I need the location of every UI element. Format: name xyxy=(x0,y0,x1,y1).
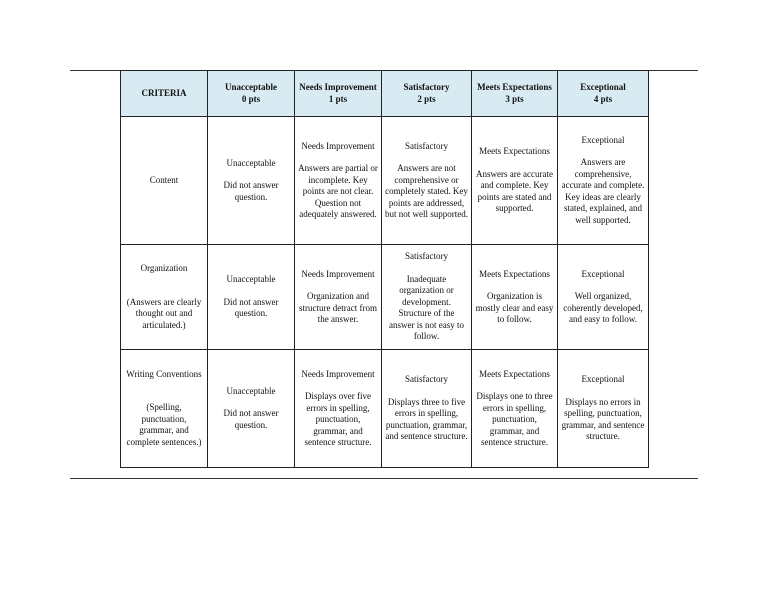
criterion-name: Writing Conventions xyxy=(126,368,202,379)
rubric-cell xyxy=(472,117,558,245)
level-points: 3 pts xyxy=(505,93,524,104)
cell-level: Needs Improvement xyxy=(301,268,375,279)
cell-level: Satisfactory xyxy=(405,374,448,385)
level-name: Needs Improvement xyxy=(299,82,377,92)
bottom-rule xyxy=(70,478,698,479)
rubric-cell xyxy=(208,245,295,350)
level-name: Exceptional xyxy=(580,82,626,92)
criterion-cell xyxy=(121,117,208,245)
cell-level: Exceptional xyxy=(581,374,625,385)
cell-description: Displays no errors in spelling, punctuation, grammar, and sentence structure. xyxy=(561,396,645,442)
level-header-exceptional xyxy=(558,71,649,117)
rubric-cell xyxy=(382,245,472,350)
rubric-cell xyxy=(558,350,649,468)
level-name: Meets Expectations xyxy=(477,82,552,92)
rubric-cell xyxy=(558,117,649,245)
level-header-satisfactory xyxy=(382,71,472,117)
cell-level: Meets Expectations xyxy=(479,146,550,157)
criterion-cell xyxy=(121,350,208,468)
criterion-note: (Spelling, punctuation, grammar, and complete sentences.) xyxy=(126,402,202,447)
cell-description: Answers are accurate and complete. Key points are stated and supported. xyxy=(476,168,553,214)
header-row xyxy=(121,71,649,117)
cell-description: Did not answer question. xyxy=(223,408,279,430)
cell-level: Needs Improvement xyxy=(301,140,375,151)
criteria-header xyxy=(121,71,208,117)
cell-level: Unacceptable xyxy=(226,274,276,285)
rubric-cell xyxy=(295,245,382,350)
cell-description: Displays over five errors in spelling, punctuation, grammar, and sentence structure. xyxy=(304,391,372,447)
rubric-cell xyxy=(295,117,382,245)
cell-description: Inadequate organization or development. Structure of the answer is not easy to follow. xyxy=(389,273,464,342)
cell-description: Answers are comprehensive, accurate and complete. Key ideas are clearly stated, explained, and well supported. xyxy=(561,157,645,225)
cell-level: Exceptional xyxy=(581,134,625,145)
rubric-cell xyxy=(382,117,472,245)
cell-level: Satisfactory xyxy=(405,251,448,262)
level-points: 1 pts xyxy=(328,93,348,104)
rubric-table xyxy=(120,70,649,468)
cell-level: Exceptional xyxy=(581,268,625,279)
criterion-name: Content xyxy=(149,174,179,185)
rubric-cell xyxy=(558,245,649,350)
cell-description: Answers are not comprehensive or completely stated. Key points are addressed, but not well supported. xyxy=(385,163,468,219)
cell-level: Meets Expectations xyxy=(479,268,550,279)
cell-level: Unacceptable xyxy=(226,157,276,168)
rubric-cell xyxy=(382,350,472,468)
criterion-name: Organization xyxy=(140,263,188,273)
cell-level: Meets Expectations xyxy=(479,368,550,379)
cell-description: Organization and structure detract from the answer. xyxy=(299,291,377,324)
criteria-header-label: CRITERIA xyxy=(141,87,187,98)
level-points: 4 pts xyxy=(593,93,613,104)
cell-level: Unacceptable xyxy=(226,385,276,396)
level-name: Unacceptable xyxy=(225,82,277,92)
cell-description: Well organized, coherently developed, and easy to follow. xyxy=(563,291,643,324)
rubric-cell xyxy=(295,350,382,468)
rubric-row-writing-conventions xyxy=(121,350,649,468)
rubric-row-content xyxy=(121,117,649,245)
cell-level: Needs Improvement xyxy=(301,368,375,379)
criterion-note: (Answers are clearly thought out and articulated.) xyxy=(126,296,202,330)
rubric-cell xyxy=(208,350,295,468)
level-header-needs-improvement xyxy=(295,71,382,117)
cell-description: Answers are partial or incomplete. Key points are not clear. Question not adequately answered. xyxy=(298,163,378,219)
level-header-unacceptable xyxy=(208,71,295,117)
rubric-row-organization xyxy=(121,245,649,350)
rubric-cell xyxy=(472,245,558,350)
rubric-cell xyxy=(472,350,558,468)
cell-level: Satisfactory xyxy=(405,140,448,151)
cell-description: Displays three to five errors in spelling, punctuation, grammar, and sentence structure. xyxy=(385,396,468,442)
level-points: 2 pts xyxy=(417,93,436,104)
rubric-cell xyxy=(208,117,295,245)
level-points: 0 pts xyxy=(241,93,261,104)
level-name: Satisfactory xyxy=(403,82,450,92)
cell-description: Displays one to three errors in spelling, punctuation, grammar, and sentence structure. xyxy=(476,391,553,447)
criterion-cell xyxy=(121,245,208,350)
cell-description: Did not answer question. xyxy=(223,180,279,202)
level-header-meets-expectations xyxy=(472,71,558,117)
cell-description: Organization is mostly clear and easy to follow. xyxy=(475,291,554,324)
cell-description: Did not answer question. xyxy=(223,296,279,319)
